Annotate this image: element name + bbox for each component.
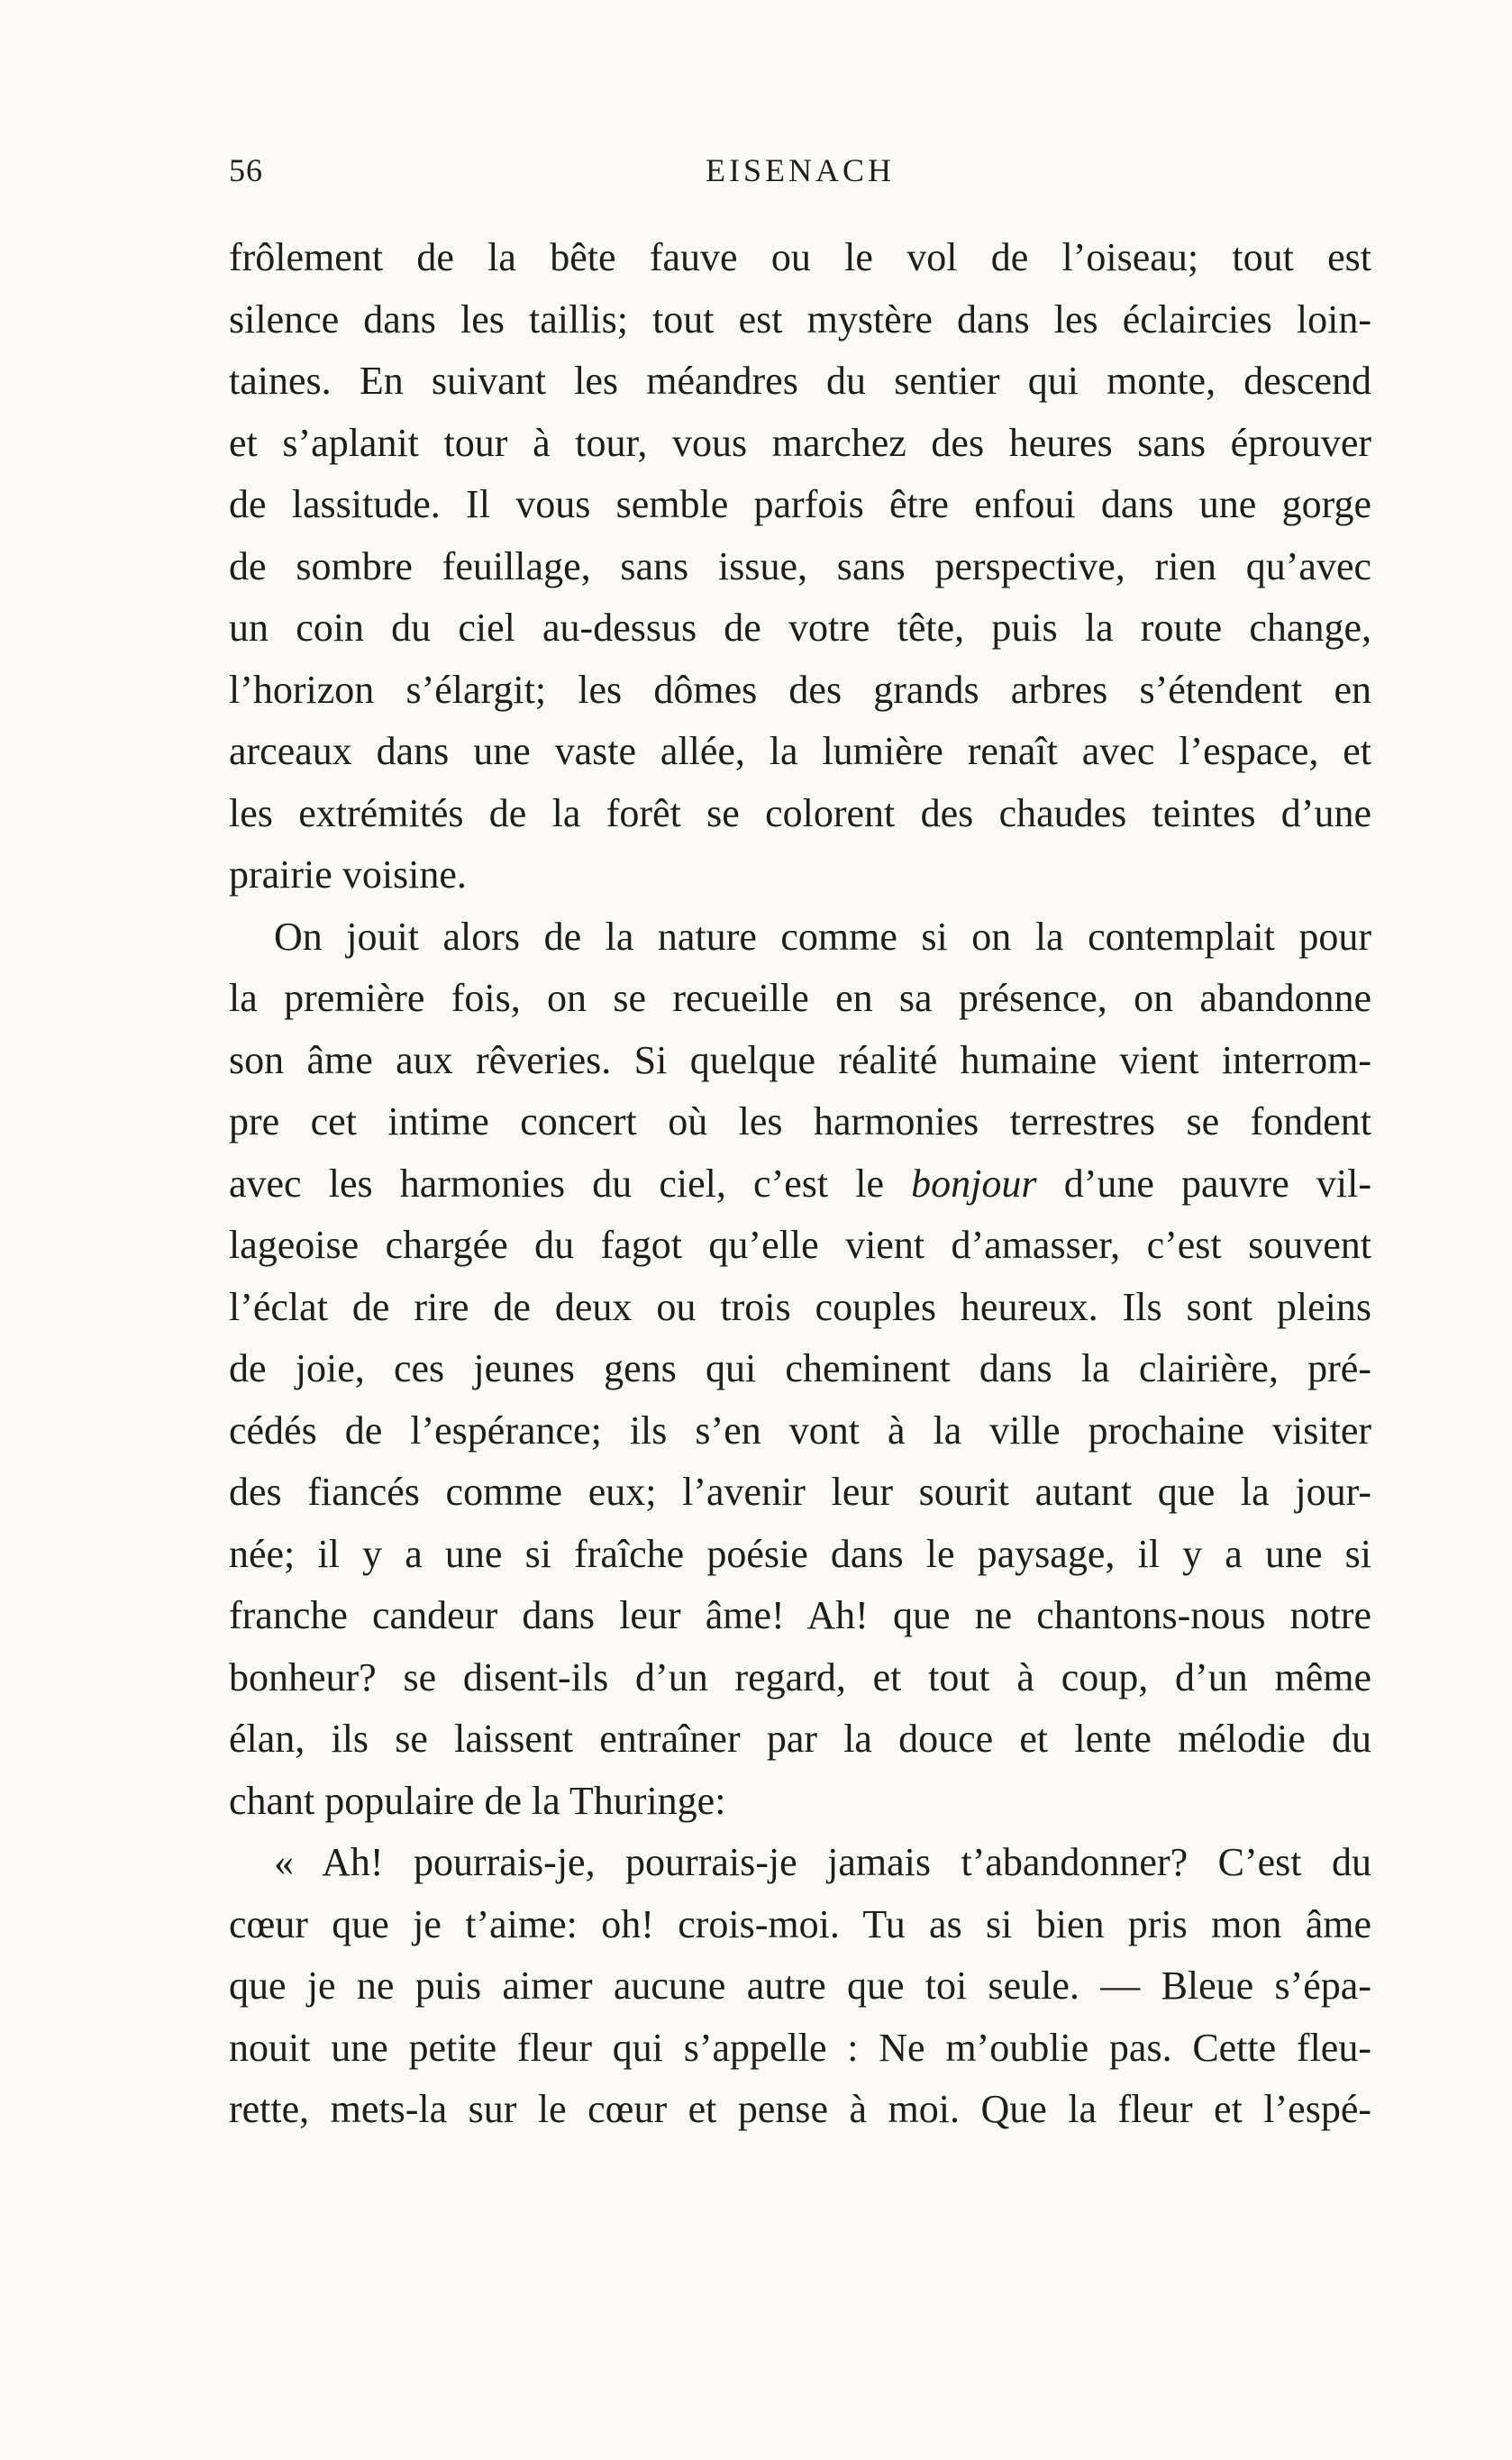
- body-text: [229, 227, 1371, 2141]
- text-line: cœur que je t’aime: oh! crois-moi. Tu as si bien pris mon âme: [229, 1901, 1371, 1946]
- text-line: bonheur? se disent-ils d’un regard, et tout à coup, d’un même: [229, 1654, 1371, 1699]
- text-line: que je ne puis aimer aucune autre que toi seule. — Bleue s’épa-: [229, 1963, 1371, 2008]
- text-line: de joie, ces jeunes gens qui cheminent dans la clairière, pré-: [229, 1346, 1371, 1390]
- text-line: arceaux dans une vaste allée, la lumière renaît avec l’espace, et: [229, 729, 1371, 773]
- text-line: cédés de l’espérance; ils s’en vont à la ville prochaine visiter: [229, 1408, 1371, 1453]
- text-line: pre cet intime concert où les harmonies terrestres se fondent: [229, 1099, 1371, 1143]
- text-line: la première fois, on se recueille en sa présence, on abandonne: [229, 976, 1371, 1020]
- text-fragment: avec les harmonies du ciel, c’est le: [229, 1161, 912, 1206]
- text-line: « Ah! pourrais-je, pourrais-je jamais t’abandonner? C’est du: [274, 1840, 1371, 1884]
- text-line: silence dans les taillis; tout est mystère dans les éclaircies loin-: [229, 296, 1371, 342]
- text-line: [229, 1153, 1371, 1216]
- text-line: les extrémités de la forêt se colorent des chaudes teintes d’une: [229, 790, 1371, 835]
- text-line: des fiancés comme eux; l’avenir leur sourit autant que la jour-: [229, 1470, 1371, 1514]
- text-line: de sombre feuillage, sans issue, sans perspective, rien qu’avec: [229, 543, 1371, 588]
- text-line: frôlement de la bête fauve ou le vol de l’oiseau; tout est: [229, 235, 1371, 279]
- text-line: et s’aplanit tour à tour, vous marchez des heures sans éprouver: [229, 420, 1371, 465]
- page-number: 56: [229, 152, 263, 188]
- text-line: rette, mets-la sur le cœur et pense à moi. Que la fleur et l’espé-: [229, 2087, 1371, 2131]
- text-line: de lassitude. Il vous semble parfois être enfoui dans une gorge: [229, 482, 1371, 526]
- text-fragment: d’une pauvre vil-: [1036, 1161, 1371, 1206]
- text-line: prairie voisine.: [229, 852, 467, 897]
- text-line: nouit une petite fleur qui s’appelle : Ne m’oublie pas. Cette fleu-: [229, 2025, 1371, 2070]
- running-title: EISENACH: [706, 152, 895, 188]
- text-line: l’éclat de rire de deux ou trois couples heureux. Ils sont pleins: [229, 1284, 1371, 1329]
- text-line: née; il y a une si fraîche poésie dans le paysage, il y a une si: [229, 1531, 1371, 1576]
- text-line: l’horizon s’élargit; les dômes des grands arbres s’étendent en: [229, 667, 1371, 712]
- text-line: élan, ils se laissent entraîner par la douce et lente mélodie du: [229, 1717, 1371, 1761]
- text-line: un coin du ciel au-dessus de votre tête, puis la route change,: [229, 606, 1371, 650]
- italic-word: bonjour: [911, 1161, 1037, 1206]
- text-line: taines. En suivant les méandres du sentier qui monte, descend: [229, 359, 1371, 403]
- text-line: On jouit alors de la nature comme si on la contemplait pour: [274, 914, 1371, 959]
- text-line: chant populaire de la Thuringe:: [229, 1778, 726, 1823]
- running-head: [229, 151, 1371, 205]
- text-line: franche candeur dans leur âme! Ah! que ne chantons-nous notre: [229, 1593, 1371, 1637]
- text-line: lageoise chargée du fagot qu’elle vient d’amasser, c’est souvent: [229, 1223, 1371, 1267]
- text-line: son âme aux rêveries. Si quelque réalité humaine vient interrom-: [229, 1037, 1371, 1082]
